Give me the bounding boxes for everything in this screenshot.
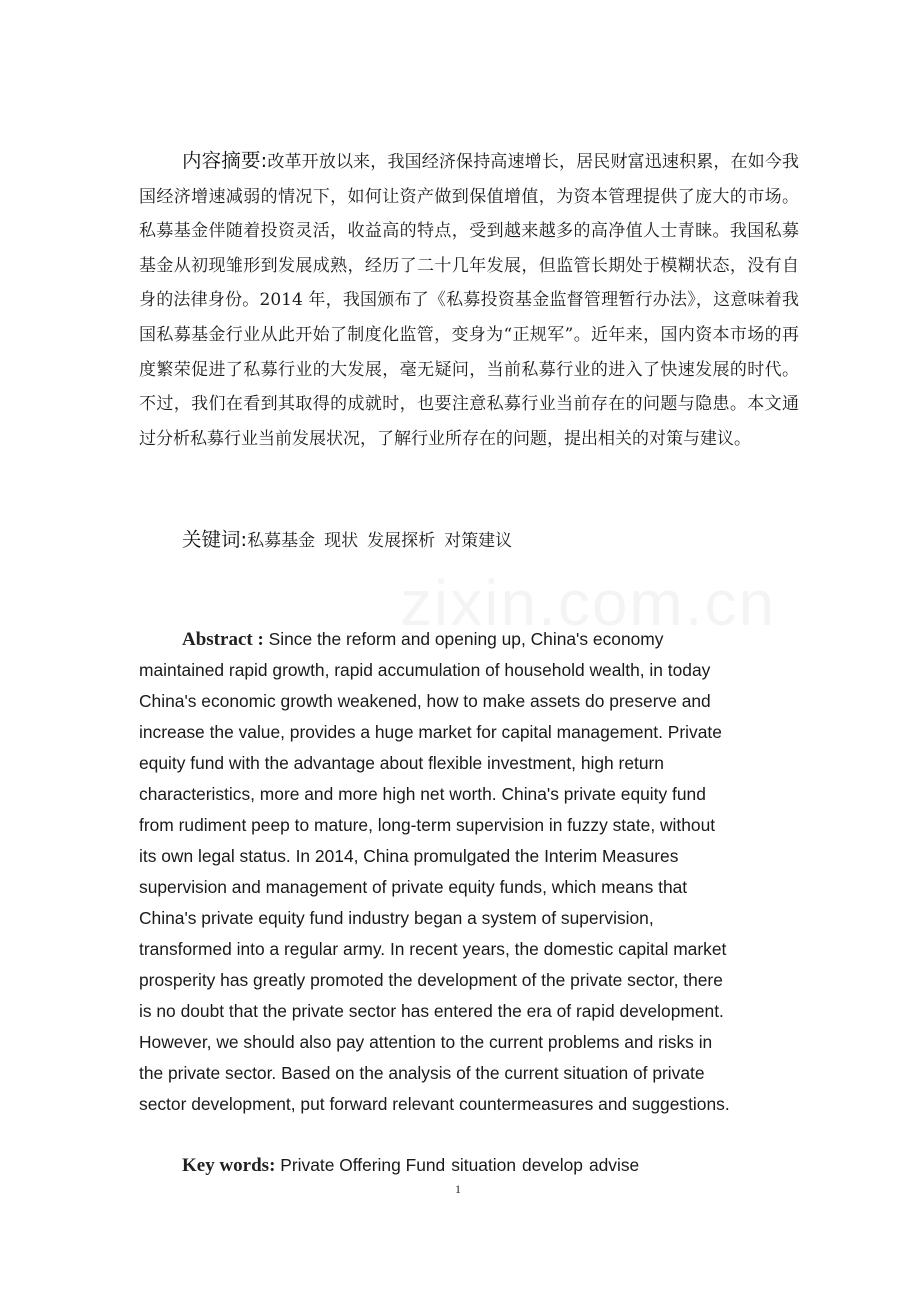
en-line: is no doubt that the private sector has entered the era of rapid development. xyxy=(139,1001,724,1021)
en-line: maintained rapid growth, rapid accumulation of household wealth, in today xyxy=(139,660,711,680)
chinese-keywords-separator: : xyxy=(240,528,248,551)
keyword-item: develop xyxy=(522,1155,583,1175)
en-line xyxy=(139,624,779,655)
english-keywords-label: Key words: xyxy=(182,1155,276,1176)
en-line: prosperity has greatly promoted the development of the private sector, there xyxy=(139,970,723,990)
keyword-item: 发展探析 xyxy=(367,531,436,551)
en-line: increase the value, provides a huge market for capital management. Private xyxy=(139,722,722,742)
english-abstract xyxy=(139,624,779,1120)
cn-line: 高净值人士青睐。我国私募基金从初现雏形到发展成熟，经历了二十几年发展， xyxy=(139,221,800,276)
cn-line: 供了庞大的市场。私募基金伴随着投资灵活，收益高的特点，受到越来越多的 xyxy=(139,186,800,242)
en-line: China's private equity fund industry began a system of supervision, xyxy=(139,908,654,928)
keyword-item: situation xyxy=(451,1155,517,1175)
en-line: sector development, put forward relevant countermeasures and suggestions. xyxy=(139,1094,730,1114)
page-number: 1 xyxy=(455,1182,461,1196)
chinese-abstract-separator: : xyxy=(260,149,268,172)
en-line: China's economic growth weakened, how to make assets do preserve and xyxy=(139,691,711,711)
en-line: supervision and management of private equity funds, which means that xyxy=(139,877,688,897)
chinese-abstract-paragraph xyxy=(139,144,799,456)
en-line: transformed into a regular army. In recent years, the domestic capital market xyxy=(139,939,727,959)
chinese-abstract-label: 内容摘要 xyxy=(182,149,261,172)
en-line: characteristics, more and more high net worth. China's private equity fund xyxy=(139,784,706,804)
cn-line: 析私募行业当前发展状况，了解行业所存在的问题，提出相关的对策与建议。 xyxy=(173,428,751,449)
cn-line: 监管，变身为“正规军”。近年来，国内资本市场的再度繁荣促进了私募行业 xyxy=(139,324,799,380)
keyword-item: Private Offering Fund xyxy=(280,1155,446,1175)
en-line: its own legal status. In 2014, China promulgated the Interim Measures xyxy=(139,846,679,866)
chinese-abstract xyxy=(139,144,799,456)
cn-line: 投资基金监督管理暂行办法》，这意味着我国私募基金行业从此开始了制度化 xyxy=(139,290,800,345)
keyword-item: 私募基金 xyxy=(247,531,316,551)
cn-line: 的大发展，毫无疑问，当前私募行业的进入了快速发展的时代。不过，我们在 xyxy=(139,359,800,415)
en-line: from rudiment peep to mature, long-term supervision in fuzzy state, without xyxy=(139,815,716,835)
english-keywords xyxy=(182,1150,645,1181)
english-abstract-label: Abstract : xyxy=(182,629,264,650)
en-line: However, we should also pay attention to the current problems and risks in xyxy=(139,1032,713,1052)
cn-line: 但监管长期处于模糊状态，没有自身的法律身份。2014 年，我国颁布了《私募 xyxy=(139,255,799,311)
chinese-keywords-label: 关键词 xyxy=(182,528,241,551)
keyword-item: 对策建议 xyxy=(444,531,513,551)
cn-line: 在如今我国经济增速减弱的情况下，如何让资产做到保值增值，为资本管理提 xyxy=(139,152,799,207)
en-line-text: Since the reform and opening up, China's economy xyxy=(268,629,664,649)
keyword-item: 现状 xyxy=(324,531,359,551)
keyword-item: advise xyxy=(588,1155,640,1175)
en-line: the private sector. Based on the analysis of the current situation of private xyxy=(139,1063,705,1083)
en-line: equity fund with the advantage about flexible investment, high return xyxy=(139,753,664,773)
cn-line: 看到其取得的成就时，也要注意私募行业当前存在的问题与隐患。本文通过分 xyxy=(139,394,800,449)
chinese-keywords xyxy=(182,523,521,558)
cn-line: 改革开放以来，我国经济保持高速增长，居民财富迅速积累， xyxy=(267,152,731,172)
